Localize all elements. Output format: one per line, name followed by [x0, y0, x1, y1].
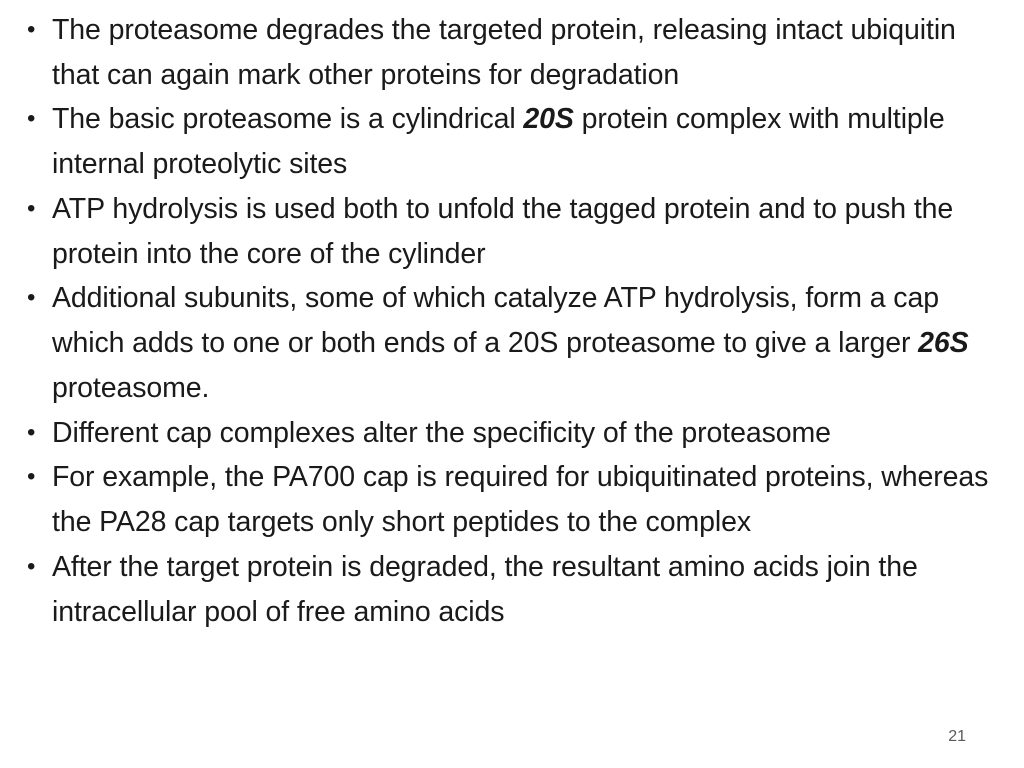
bullet-item	[14, 455, 994, 544]
bullet-text: ATP hydrolysis is used both to unfold the tagged protein and to push the protein into the core of the cylinder	[52, 192, 954, 270]
bullet-text: The proteasome degrades the targeted protein, releasing intact ubiquitin that can again mark other proteins for degradation	[52, 14, 956, 91]
bullet-text: protein complex with multiple internal proteolytic sites	[52, 103, 945, 181]
bullet-item	[14, 187, 994, 276]
bullet-item	[14, 545, 994, 634]
bullet-text: Different cap complexes alter the specificity of the proteasome	[52, 416, 831, 449]
bullet-item	[14, 411, 994, 456]
bullet-text: After the target protein is degraded, the resultant amino acids join the intracellular pool of free amino acids	[52, 550, 918, 628]
bullet-text: proteasome.	[52, 371, 210, 404]
bullet-item	[14, 97, 994, 186]
bullet-item	[14, 276, 994, 410]
bullet-emphasis: 20S	[523, 103, 574, 136]
page-number: 21	[948, 728, 966, 745]
bullet-item	[14, 8, 994, 97]
bullet-emphasis: 26S	[918, 327, 969, 360]
bullet-text: For example, the PA700 cap is required for ubiquitinated proteins, whereas the PA28 cap targets only short peptides to the complex	[52, 461, 989, 539]
bullet-text: Additional subunits, some of which catalyze ATP hydrolysis, form a cap which adds to one or both ends of a 20S proteasome to give a larger	[52, 282, 939, 360]
bullet-text: The basic proteasome is a cylindrical	[52, 103, 524, 136]
bullet-list	[14, 8, 994, 634]
